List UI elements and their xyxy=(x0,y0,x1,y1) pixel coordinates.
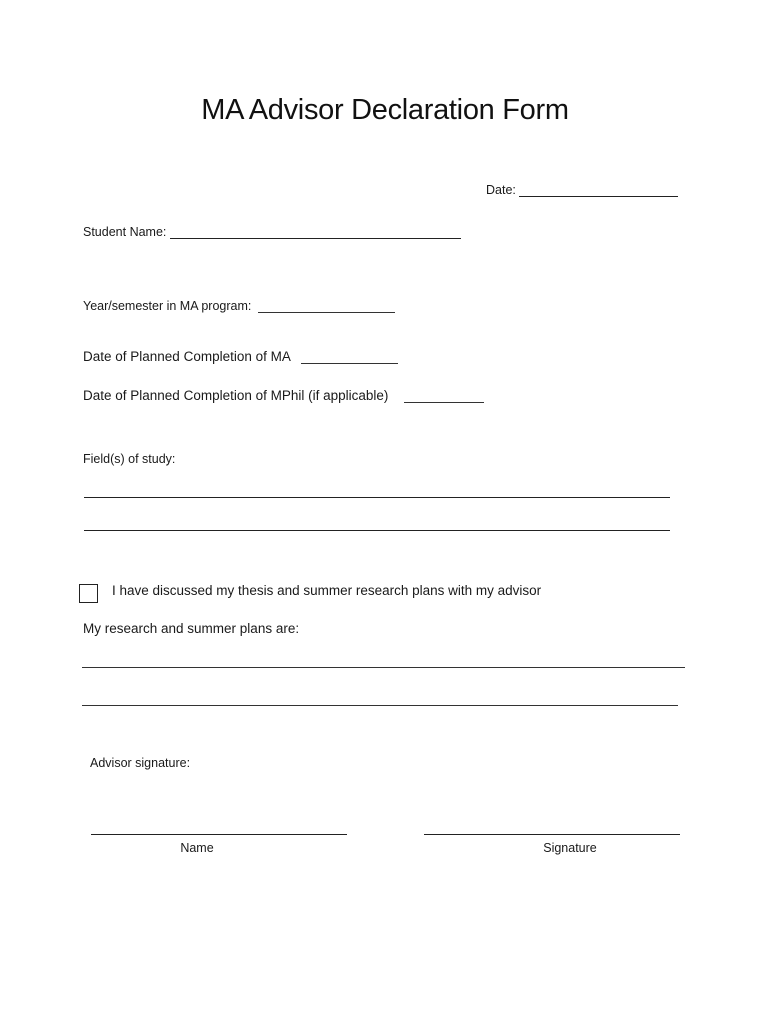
advisor-signature-label: Advisor signature: xyxy=(90,756,191,770)
discussed-checkbox[interactable] xyxy=(79,584,98,603)
fields-of-study-line-1[interactable] xyxy=(84,497,670,498)
research-plans-line-1[interactable] xyxy=(82,667,685,668)
year-semester-field[interactable] xyxy=(258,312,395,313)
advisor-name-field[interactable] xyxy=(91,834,347,835)
signature-caption: Signature xyxy=(543,841,597,855)
year-semester-label: Year/semester in MA program: xyxy=(83,299,252,313)
fields-of-study-label: Field(s) of study: xyxy=(83,452,176,466)
discussed-checkbox-label: I have discussed my thesis and summer research plans with my advisor xyxy=(112,583,542,598)
planned-completion-ma-field[interactable] xyxy=(301,363,398,364)
name-caption: Name xyxy=(180,841,214,855)
research-plans-label: My research and summer plans are: xyxy=(83,621,300,636)
research-plans-line-2[interactable] xyxy=(82,705,678,706)
planned-completion-ma-label: Date of Planned Completion of MA xyxy=(83,349,291,364)
date-label: Date: xyxy=(486,183,516,197)
student-name-field[interactable] xyxy=(170,238,461,239)
planned-completion-mphil-label: Date of Planned Completion of MPhil (if applicable) xyxy=(83,388,389,403)
student-name-label: Student Name: xyxy=(83,225,167,239)
date-field[interactable] xyxy=(519,196,678,197)
page-title: MA Advisor Declaration Form xyxy=(201,94,569,126)
fields-of-study-line-2[interactable] xyxy=(84,530,670,531)
planned-completion-mphil-field[interactable] xyxy=(404,402,484,403)
advisor-signature-field[interactable] xyxy=(424,834,680,835)
